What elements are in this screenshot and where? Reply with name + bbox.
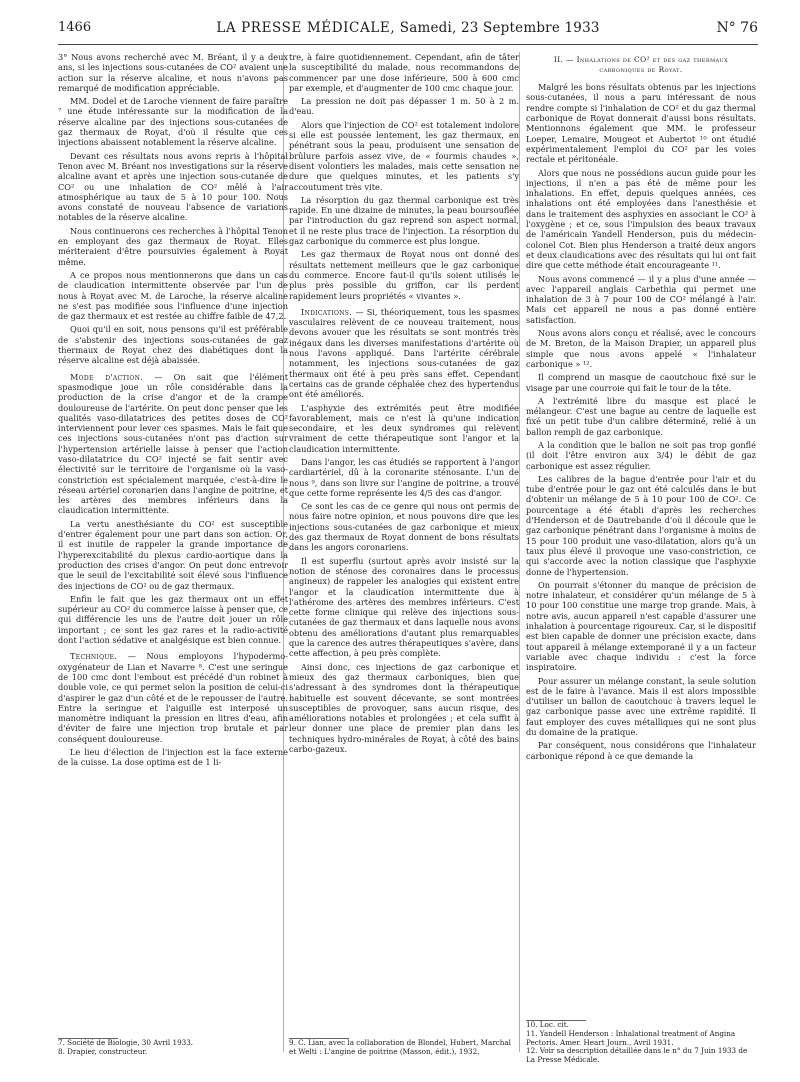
issue-number: N° 76 bbox=[716, 20, 758, 36]
footnote: 9. C. Lian, avec la collaboration de Blondel, Hubert, Marchal et Welti : L'angine de poitrine (Masson, édit.), 1932. bbox=[289, 1038, 511, 1056]
footnote: 11. Yandell Henderson : Inhalational treatment of Angina Pectoris. Amer. Heart Journ., Avril 1931. bbox=[526, 1028, 736, 1047]
page-header bbox=[58, 16, 758, 45]
column-1 bbox=[58, 52, 288, 1070]
paragraph: Par conséquent, nous considérons que l'inhalateur carbonique répond à ce que demande la bbox=[526, 740, 756, 761]
paragraph: Il est superflu (surtout après avoir insisté sur la notion de sténose des coronaires dans le processus angineux) de rappeler les analogies qui existent entre l'angor et la claudication intermittente due à l'athérome des artères des membres inférieurs. C'est cette forme clinique qui relève des injections sous-cutanées de gaz thermaux et dans laquelle nous avons obtenu des améliorations d'autant plus remarquables que la carence des autres thérapeutiques s'avère, dans cette affection, à peu près complète. bbox=[289, 555, 519, 659]
publication-name: LA PRESSE MÉDICALE, bbox=[216, 20, 396, 36]
run-in-heading-mode-action: Mode d'action. bbox=[70, 371, 144, 382]
run-in-heading-indications: Indications. bbox=[301, 306, 353, 317]
paragraph-text: — On sait que l'élément spasmodique joue un rôle considérable dans la production de la crise d'angor et de la crampe douloureuse de l'artérite. On peut donc penser que les qualités vaso-dilatatrices des petites doses de CO² interviennent pour lever ces spasmes. Mais le fait que ces injections sous-cutanées n'ont pas d'action sur l'hypertension artérielle laisse à penser que l'action vaso-dilatatrice du CO² injecté se fait sentir avec électivité sur le territoire de l'organisme où la vaso-constriction est spécialement marquée, c'est-à-dire le réseau artériel coronarien dans l'angine de poitrine, et les artères des membres inférieurs dans la claudication intermittente. bbox=[58, 371, 288, 516]
footnote: 8. Drapier, constructeur. bbox=[58, 1046, 148, 1056]
footnote: 10. Loc. cit. bbox=[526, 1020, 569, 1029]
paragraph bbox=[58, 372, 288, 516]
paragraph: Le lieu d'élection de l'injection est la face externe de la cuisse. La dose optima est de 1 li- bbox=[58, 747, 288, 768]
paragraph: Enfin le fait que les gaz thermaux ont un effet supérieur au CO² du commerce laisse à penser que, ce qui différencie les uns de l'autre doit jouer un rôle important ; ce sont les gaz rares et la radio-activité dont l'action sédative et analgésique est bien connue. bbox=[58, 593, 288, 646]
paragraph: La résorption du gaz thermal carbonique est très rapide. En une dizaine de minutes, la peau boursouflée par l'introduction du gaz reprend son aspect normal, et il ne reste plus trace de l'injection. La résorption du gaz carbonique du commerce est plus longue. bbox=[289, 194, 519, 247]
paragraph: Ainsi donc, ces injections de gaz carbonique et mieux des gaz thermaux carboniques, bien que s'adressant à des syndromes dont la thérapeutique habituelle est souvent décevante, se sont montrées susceptibles de provoquer, sans aucun risque, des améliorations notables et prolongées ; et cela suffit à leur donner une place de premier plan dans les techniques hydro-minérales de Royat, à côté des bains carbo-gazeux. bbox=[289, 661, 519, 754]
column-3 bbox=[526, 52, 756, 1070]
paragraph: On pourrait s'étonner du manque de précision de notre inhalateur, et considérer qu'un mélange de 5 à 10 pour 100 constitue une marge trop grande. Mais, à notre avis, aucun appareil n'est capable d'assurer une inhalation à pourcentage rigoureux. Car, si le dispositif est bien capable de donner une précision exacte, dans tout appareil à mélange extemporané il y a un facteur variable avec chaque individu : c'est la force inspiratoire. bbox=[526, 579, 756, 673]
page-number: 1466 bbox=[58, 20, 92, 35]
running-title bbox=[58, 20, 758, 36]
paragraph: Pour assurer un mélange constant, la seule solution est de le faire à l'avance. Mais il est alors impossible d'utiliser un ballon de caoutchouc à travers lequel le gaz carbonique passe avec une extrême rapidité. Il faut employer des cuves métalliques qui ne sont plus du domaine de la pratique. bbox=[526, 675, 756, 737]
paragraph-text: — Nous employons l'hypodermo-oxygénateur de Lian et Navarre ⁸. C'est une seringue de 100 cmc dont l'embout est précédé d'un robinet à double voie, ce qui permet selon la position de celui-ci d'aspirer le gaz d'un côté et de le repousser de l'autre. Entre la seringue et l'aiguille est interposé un manomètre indiquant la pression en litres d'eau, afin d'éviter de faire une injection trop brutale et par conséquent douloureuse. bbox=[58, 651, 288, 744]
paragraph: MM. Dodel et de Laroche viennent de faire paraître ⁷ une étude intéressante sur la modification de la réserve alcaline par des injections sous-cutanées de gaz thermaux de Royat, d'où il résulte que ces injections abaissent notablement la réserve alcaline. bbox=[58, 96, 288, 148]
footnote: 12. Voir sa description détaillée dans le n° du 7 Juin 1933 de La Presse Médicale. bbox=[526, 1046, 748, 1065]
section-heading: II. — Inhalations de CO² et des gaz thermaux carboniques de Royat. bbox=[553, 55, 729, 74]
run-in-heading-technique: Technique. bbox=[70, 651, 118, 662]
paragraph: Nous avons alors conçu et réalisé, avec le concours de M. Breton, de la Maison Drapier, un appareil plus simple que nous avons appelé « l'inhalateur carbonique » ¹². bbox=[526, 328, 756, 369]
paragraph: Quoi qu'il en soit, nous pensons qu'il est préférable de s'abstenir des injections sous-cutanées de gaz thermaux de Royat chez des diabétiques dont la réserve alcaline est déjà abaissée. bbox=[58, 324, 288, 366]
paragraph: tre, à faire quotidiennement. Cependant, afin de tâter la susceptibilité du malade, nous recommandons de commencer par une dose inférieure, 500 à 600 cmc par exemple, et d'augmenter de 100 cmc chaque jour. bbox=[289, 52, 519, 93]
column-divider bbox=[519, 52, 520, 1052]
paragraph: Devant ces résultats nous avons repris à l'hôpital Tenon avec M. Bréant nos investigations sur la réserve alcaline avant et après une injection sous-cutanée de CO² ou une inhalation de CO² mêlé à l'air atmosphérique au taux de 5 à 10 pour 100. Nous avons constaté de nouveau l'absence de variations notables de la réserve alcaline. bbox=[58, 150, 288, 223]
paragraph: Nous avons commencé — il y a plus d'une année — avec l'appareil anglais Carbethia qui permet une inhalation de 3 à 7 pour 100 de CO² mélangé à l'air. Mais cet appareil ne nous a pas donné entière satisfaction. bbox=[526, 273, 756, 325]
issue-date: Samedi, 23 Septembre 1933 bbox=[399, 20, 600, 36]
paragraph: Ce sont les cas de ce genre qui nous ont permis de nous faire notre opinion, et nous pouvons dire que les injections sous-cutanées de gaz carbonique et mieux des gaz thermaux de Royat donnent de bons résultats dans les angors coronariens. bbox=[289, 501, 519, 553]
footnotes bbox=[289, 1038, 519, 1057]
footnotes bbox=[58, 1038, 288, 1057]
paragraph: A l'extrémité libre du masque est placé le mélangeur. C'est une bague au centre de laquelle est fixé un petit tube d'un calibre déterminé, relié à un ballon rempli de gaz carbonique. bbox=[526, 395, 756, 437]
paragraph: Alors que nous ne possédions aucun guide pour les injections, il n'en a pas été de même pour les inhalations. En effet, depuis quelques années, ces inhalations ont été employées dans l'anesthésie et dans le traitement des asphyxies en associant le CO² à l'oxygène ; et ce, sous l'impulsion des beaux travaux de l'américain Yandell Henderson, puis du médecin-colonel Cot. Bien plus Henderson a traité deux angors et deux claudications avec des résultats qui lui ont fait dire que cette méthode était encourageante ¹¹. bbox=[526, 167, 756, 271]
paragraph: La pression ne doit pas dépasser 1 m. 50 à 2 m. d'eau. bbox=[289, 96, 519, 117]
paragraph: Alors que l'injection de CO² est totalement indolore si elle est poussée lentement, les gaz thermaux, en pénétrant sous la peau, produisent une sensation de brûlure parfois assez vive, de « fourmis chaudes », disent volontiers les malades, mais cette sensation ne dure que quelques minutes, et les patients s'y accoutument très vite. bbox=[289, 119, 519, 192]
paragraph: L'asphyxie des extrémités peut être modifiée favorablement, mais ce n'est là qu'une indication secondaire, et les deux syndromes qui relèvent vraiment de cette thérapeutique sont l'angor et la claudication intermittente. bbox=[289, 402, 519, 454]
paragraph: Dans l'angor, les cas étudiés se rapportent à l'angor cardiartériel, dû à la coronarite sténosante. L'un de nous ⁹, dans son livre sur l'angine de poitrine, a trouvé que cette forme représente les 4/5 des cas d'angor. bbox=[289, 456, 519, 498]
paragraph: Les gaz thermaux de Royat nous ont donné des résultats nettement meilleurs que le gaz carbonique du commerce. Encore faut-il qu'ils soient utilisés le plus près possible du griffon, car ils perdent rapidement leurs propriétés « vivantes ». bbox=[289, 249, 519, 301]
paragraph: 3° Nous avons recherché avec M. Bréant, il y a deux ans, si les injections sous-cutanées de CO² avaient une action sur la réserve alcaline, et nous n'avons pas remarqué de modification appréciable. bbox=[58, 52, 288, 93]
footnote: 7. Société de Biologie, 30 Avril 1933. bbox=[58, 1038, 194, 1047]
paragraph: A ce propos nous mentionnerons que dans un cas de claudication intermittente observée par l'un de nous à Royat avec M. de Laroche, la réserve alcaline ne s'est pas modifiée sous l'influence d'une injection de gaz thermaux et est restée au chiffre faible de 47,2. bbox=[58, 269, 288, 322]
paragraph: Nous continuerons ces recherches à l'hôpital Tenon en employant des gaz thermaux de Royat. Elles mériteraient d'être poursuivies également à Royat même. bbox=[58, 225, 288, 267]
paragraph: La vertu anesthésiante du CO² est susceptible d'entrer également pour une part dans son action. Or, il est inutile de rappeler la grande importance de l'hyperexcitabilité du plexus cardio-aortique dans la production des crises d'angor. On peut donc entrevoir que le seuil de l'excitabilité soit élevé sous l'influence des injections de CO² ou de gaz thermaux. bbox=[58, 518, 288, 591]
paragraph-text: — Si, théoriquement, tous les spasmes vasculaires relèvent de ce nouveau traitement, nous devons avouer que les résultats se sont montrés très inégaux dans les diverses manifestations d'artérite où nous l'avons appliqué. Dans l'artérite cérébrale notamment, les injections sous-cutanées de gaz thermaux ont été à peu près sans effet. Cependant certains cas de grande céphalée chez des hypertendus ont été améliorés. bbox=[289, 306, 519, 400]
paragraph: Il comprend un masque de caoutchouc fixé sur le visage par une courroie qui fait le tour de la tête. bbox=[526, 372, 756, 393]
paragraph bbox=[289, 307, 519, 400]
paragraph bbox=[58, 651, 288, 744]
footnotes bbox=[526, 1020, 756, 1065]
column-2 bbox=[289, 52, 519, 1070]
paragraph: Malgré les bons résultats obtenus par les injections sous-cutanées, il nous a paru intéressant de nous rendre compte si l'inhalation de CO² et du gaz thermal carbonique de Royat donnerait d'aussi bons résultats. Mentionnons également que MM. le professeur Loeper, Lemaire, Mougeot et Aubertot ¹⁰ ont étudié expérimentalement l'emploi du CO² par les voies rectale et péritonéale. bbox=[526, 82, 756, 165]
paragraph: A la condition que le ballon ne soit pas trop gonflé (il doit l'être environ aux 3/4) le débit de gaz carbonique est assez régulier. bbox=[526, 439, 756, 471]
paragraph: Les calibres de la bague d'entrée pour l'air et du tube d'entrée pour le gaz ont été calculés dans le but d'obtenir un mélange de 5 à 10 pour 100 de CO². Ce pourcentage a été établi d'après les recherches d'Henderson et de Dautrebande d'où il découle que le gaz carbonique pénétrant dans l'organisme à moins de 15 pour 100 produit une vaso-dilatation, alors qu'à un taux plus élevé il provoque une vaso-constriction, ce qui s'accorde avec la notion classique que l'asphyxie donne de l'hypertension. bbox=[526, 473, 756, 577]
